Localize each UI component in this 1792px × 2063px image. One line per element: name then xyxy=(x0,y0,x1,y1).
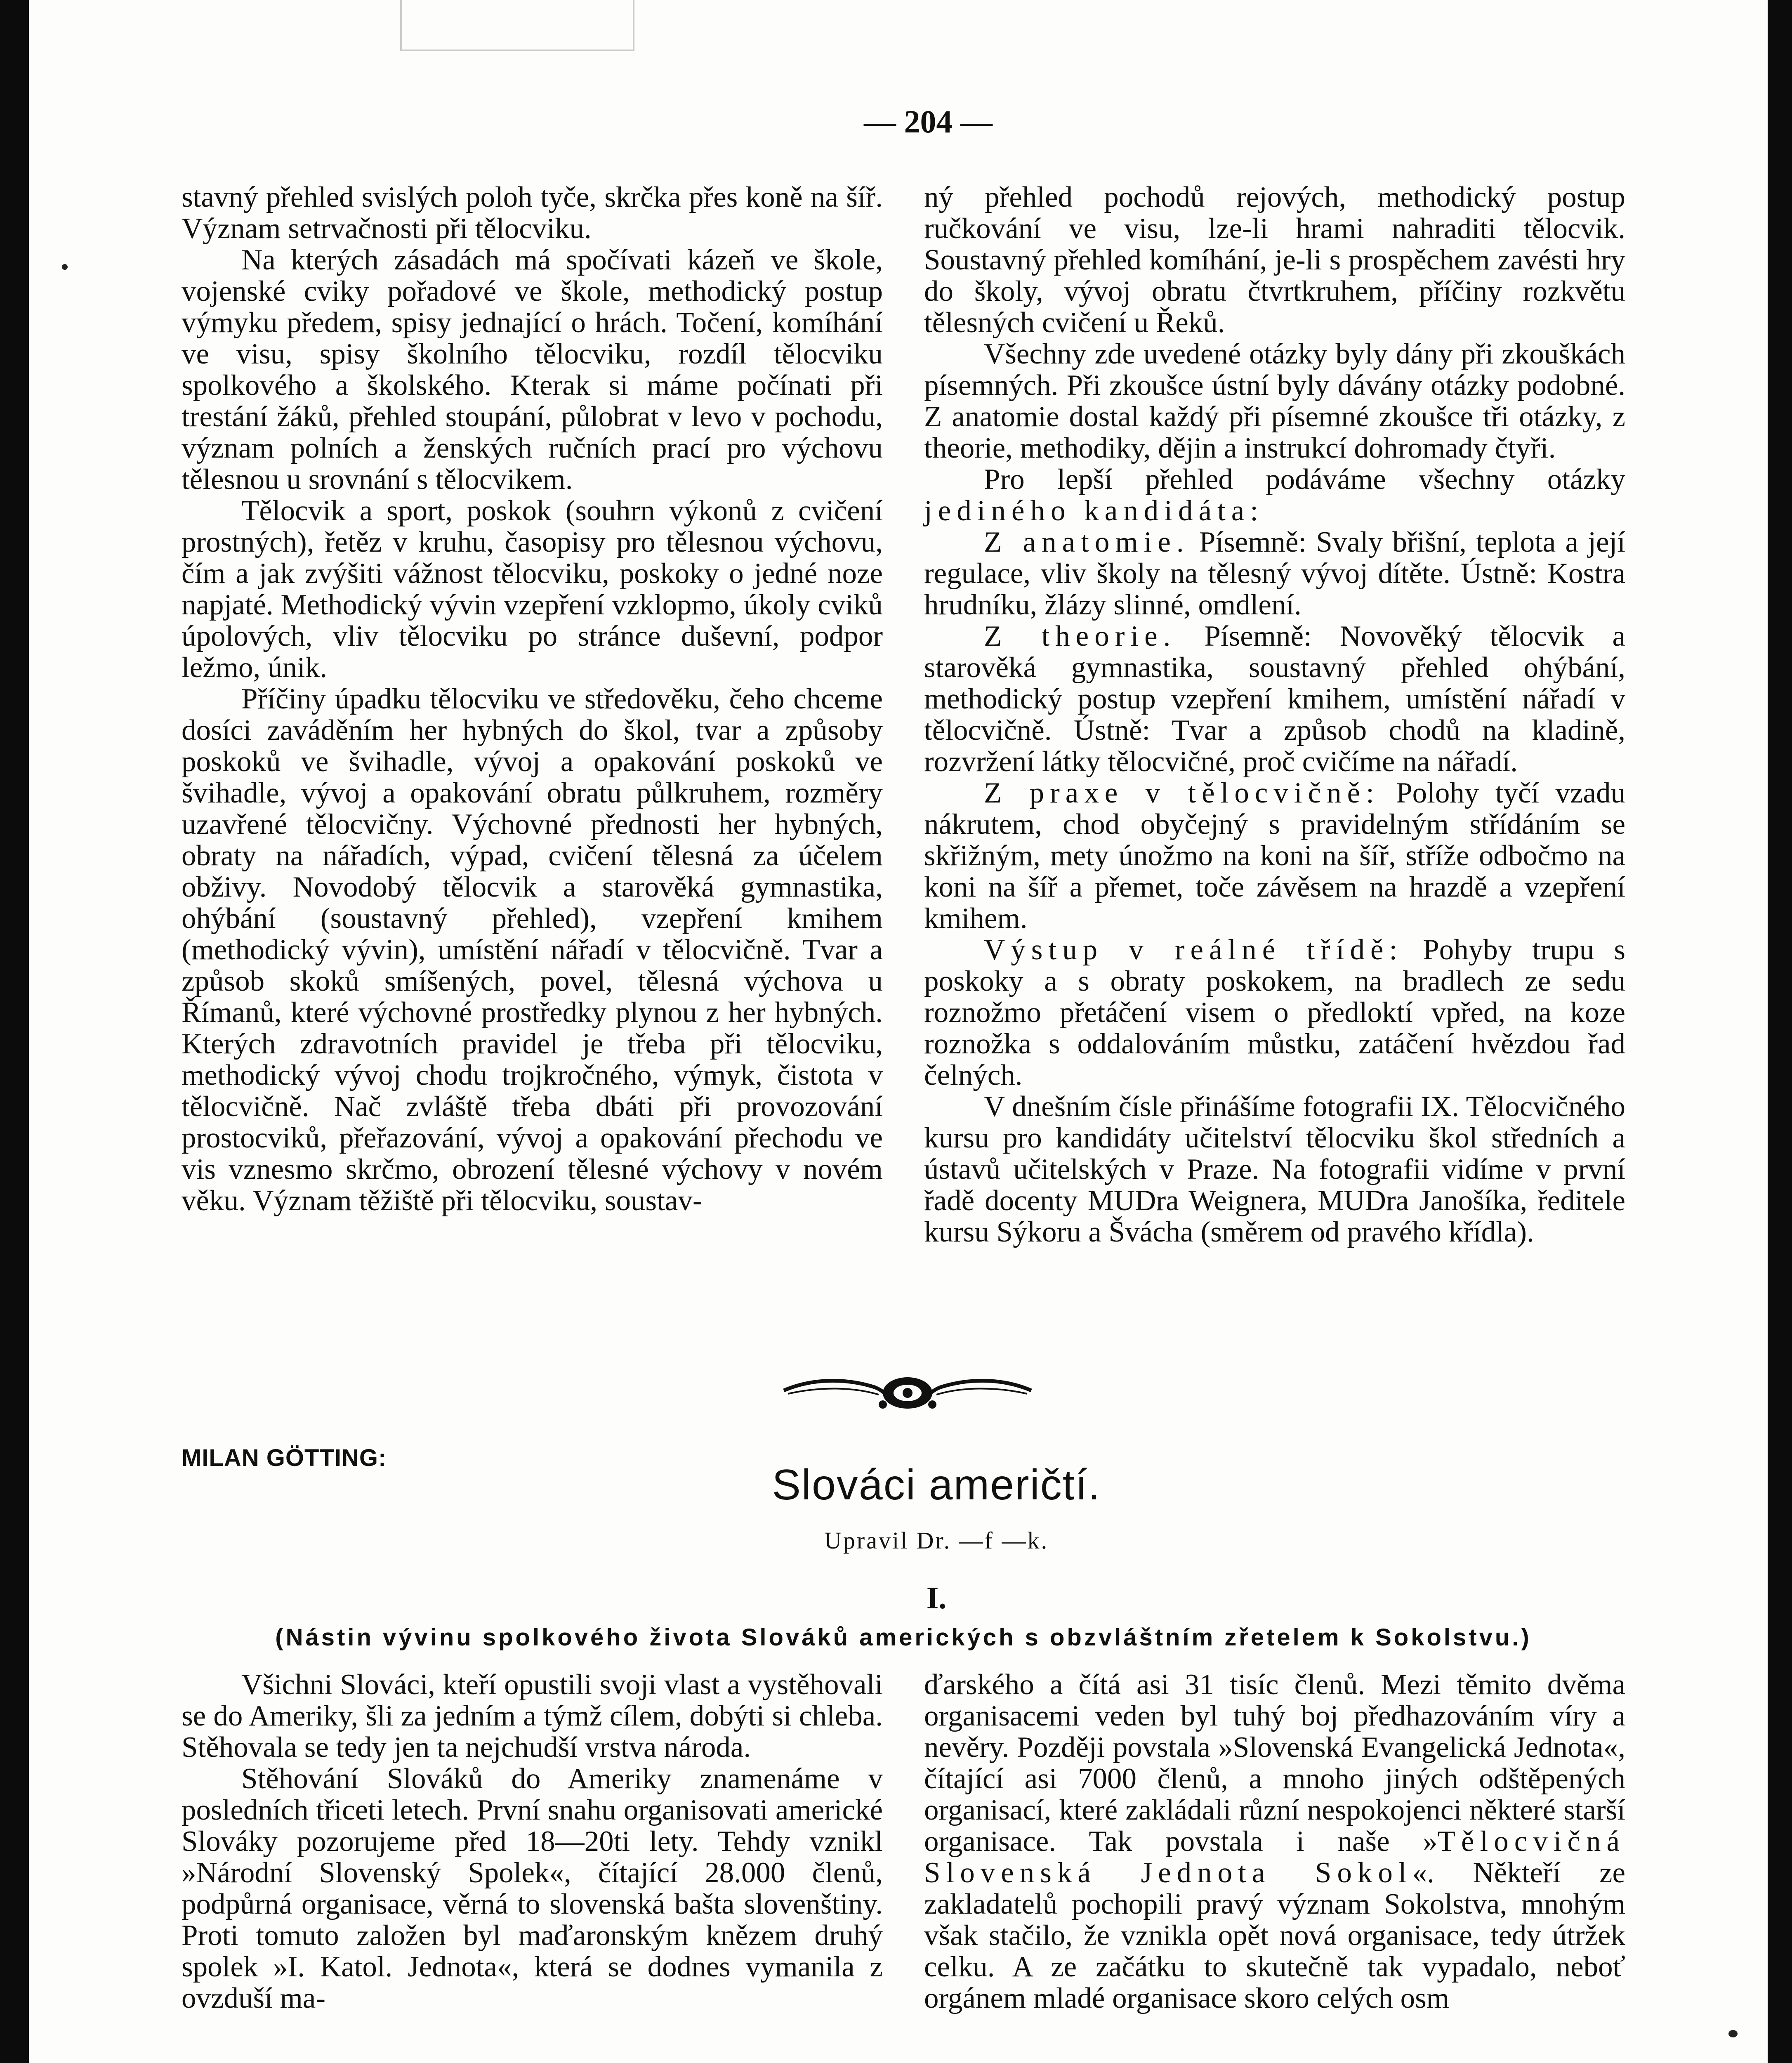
spaced-text: jediného kandidáta: xyxy=(924,495,1264,527)
paragraph: Příčiny úpadku tělocviku ve středověku, čeho chceme dosíci zaváděním her hybných do škol, tvar a způsoby poskoků ve švihadle, vývoj a opakování poskoků ve švihadle, vývoj a opakování obratu půlkruhem, rozměry uzavřené tělocvičny. Výchovné přednosti her hybných, obraty na nářadích, výpad, cvičení tělesná za účelem obživy. Novodobý tělocvik a starověká gymnastika, ohýbání (soustavný přehled), vzepření kmihem (methodický vývin), umístění nářadí v tělocvičně. Tvar a způsob skoků smíšených, povel, tělesná výchova u Římanů, které výchovné prostředky plynou z her hybných. Kterých zdravotních pravidel je třeba při tělocviku, methodický vývoj chodu trojkročného, výmyk, čistota v tělocvičně. Nač zvláště třeba dbáti při provozování prostocviků, přeřazování, vývoj a opakování přechodu ve vis vznesmo skrčmo, obrození tělesné výchovy v novém věku. Význam těžiště při tělocviku, soustav- xyxy=(182,683,883,1217)
paragraph-text: Pohyby trupu s poskoky a s obraty poskokem, na bradlech ze sedu roznožmo přetáčení visem o předloktí vpřed, na koze roznožka s oddalováním můstku, zatáčení hvězdou řad čelných. xyxy=(924,934,1625,1091)
paragraph: Všechny zde uvedené otázky byly dány při zkouškách písemných. Při zkoušce ústní byly dávány otázky podobné. Z anatomie dostal každý při písemné zkoušce tři otázky, z theorie, methodiky, dějin a instrukcí dohromady čtyři. xyxy=(924,338,1625,464)
section-number: I. xyxy=(926,1581,947,1615)
page xyxy=(29,0,1768,2063)
paragraph-text: «. Někteří ze zakladatelů pochopili pravý význam Sokolstva, mnohým však stačilo, že vznikla opět nová organisace, tedy útržek celku. A ze začátku to skutečně tak vypadalo, neboť orgánem mladé organisace skoro celých osm xyxy=(924,1857,1625,2014)
paragraph-text: Písemně: Novověký tělocvik a starověká gymnastika, soustavný přehled ohýbání, methodický postup vzepření kmihem, umístění nářadí v tělocvičně. Ústně: Tvar a způsob chodů na kladině, rozvržení látky tělocvičné, proč cvičíme na nářadí. xyxy=(924,620,1625,778)
left-column-top xyxy=(182,182,883,1216)
paragraph xyxy=(924,464,1625,526)
paragraph: stavný přehled svislých poloh tyče, skrčka přes koně na šíř. Význam setrvačnosti při tělocviku. xyxy=(182,181,883,245)
byline: Upravil Dr. —f —k. xyxy=(824,1527,1049,1554)
paragraph-text: ďarského a čítá asi 31 tisíc členů. Mezi těmito dvěma organisacemi veden byl tuhý boj předhazováním víry a nevěry. Později povstala »Slovenská Evangelická Jednota«, čítající asi 7000 členů, a mnoho jiných odštěpených organisací, které zakládali různí nespokojenci některé starší organisace. Tak povstala i naše » xyxy=(924,1669,1625,1858)
ornamental-divider-icon xyxy=(780,1362,1035,1415)
paragraph: ný přehled pochodů rejových, methodický postup ručkování ve visu, lze-li hrami nahraditi tělocvik. Soustavný přehled komíhání, je-li s prospěchem zavésti hry do školy, vývoj obratu čtvrtkruhem, příčiny rozkvětu tělesných cvičení u Řeků. xyxy=(924,181,1625,339)
library-stamp-icon xyxy=(400,0,634,51)
spaced-label: Z praxe v tělocvičně: xyxy=(984,777,1380,809)
spaced-label: Z theorie. xyxy=(984,620,1177,652)
paragraph-text: Písemně: Svaly břišní, teplota a její regulace, vliv školy na tělesný vývoj dítěte. Ústně: Kostra hrudníku, žlázy slinné, omdlení. xyxy=(924,526,1626,621)
paragraph xyxy=(924,777,1625,934)
paragraph xyxy=(924,526,1625,621)
paragraph: Tělocvik a sport, poskok (souhrn výkonů z cvičení prostných), řetěz v kruhu, časopisy pro tělesnou výchovu, čím a jak zvýšiti vážnost tělocviku, poskoky o jedné noze napjaté. Methodický vývin vzepření vzklopmo, úkoly cviků úpolových, vliv tělocviku po stránce duševní, podpor ležmo, únik. xyxy=(182,495,883,684)
spaced-label: Výstup v reálné třídě: xyxy=(984,934,1403,966)
left-column-bottom xyxy=(182,1669,883,2014)
spaced-label: Z anatomie. xyxy=(984,526,1190,558)
author-name: MILAN GÖTTING: xyxy=(182,1445,387,1471)
paragraph-text: Polohy tyčí vzadu nákrutem, chod obyčejný s pravidelným střídáním se skřižným, mety únožmo na koni na šíř, stříže odbočmo na koni na šíř a přemet, toče závěsem na hrazdě a vzepření kmihem. xyxy=(924,777,1625,935)
article-subtitle: (Nástin vývinu spolkového života Slováků amerických s obzvláštním zřetelem k Sokolstvu.) xyxy=(275,1624,1532,1651)
right-column-top xyxy=(924,182,1625,1248)
ink-speck xyxy=(1728,2030,1738,2037)
article-title: Slováci američtí. xyxy=(772,1461,1101,1509)
ink-speck xyxy=(62,264,68,270)
spaced-text: Tělocvičná Slovenská Jednota Sokol xyxy=(924,1825,1625,1889)
paragraph xyxy=(924,621,1625,777)
paragraph: V dnešním čísle přinášíme fotografii IX. Tělocvičného kursu pro kandidáty učitelství tělocviku škol středních a ústavů učitelských v Praze. Na fotografii vidíme v první řadě docenty MUDra Weignera, MUDra Janošíka, ředitele kursu Sýkoru a Švácha (směrem od pravého křídla). xyxy=(924,1091,1625,1248)
page-number: — 204 — xyxy=(864,104,993,139)
right-column-bottom xyxy=(924,1669,1625,2014)
paragraph: Všichni Slováci, kteří opustili svoji vlast a vystěhovali se do Ameriky, šli za jedním a týmž cílem, dobýti si chleba. Stěhovala se tedy jen ta nejchudší vrstva národa. xyxy=(182,1669,883,1763)
paragraph: Na kterých zásadách má spočívati kázeň ve škole, vojenské cviky pořadové ve škole, methodický postup výmyku předem, spisy jednající o hrách. Točení, komíhání ve visu, spisy školního tělocviku, rozdíl tělocviku spolkového a školského. Kterak si máme počínati při trestání žáků, přehled stoupání, půlobrat v levo v pochodu, význam polních a ženských ručních prací pro výchovu tělesnou u srovnání s tělocvikem. xyxy=(182,244,883,496)
paragraph xyxy=(924,934,1625,1091)
paragraph xyxy=(924,1669,1625,2014)
paragraph-text: Pro lepší přehled podáváme všechny otázky xyxy=(984,463,1625,496)
paragraph: Stěhování Slováků do Ameriky znamenáme v posledních třiceti letech. První snahu organisovati americké Slováky pozorujeme před 18—20ti lety. Tehdy vznikl »Národní Slovenský Spolek«, čítající 28.000 členů, podpůrná organisace, věrná to slovenská bašta slovenštiny. Proti tomuto založen byl maďaronským knězem druhý spolek »I. Katol. Jednota«, která se dodnes vymanila z ovzduší ma- xyxy=(182,1763,883,2014)
